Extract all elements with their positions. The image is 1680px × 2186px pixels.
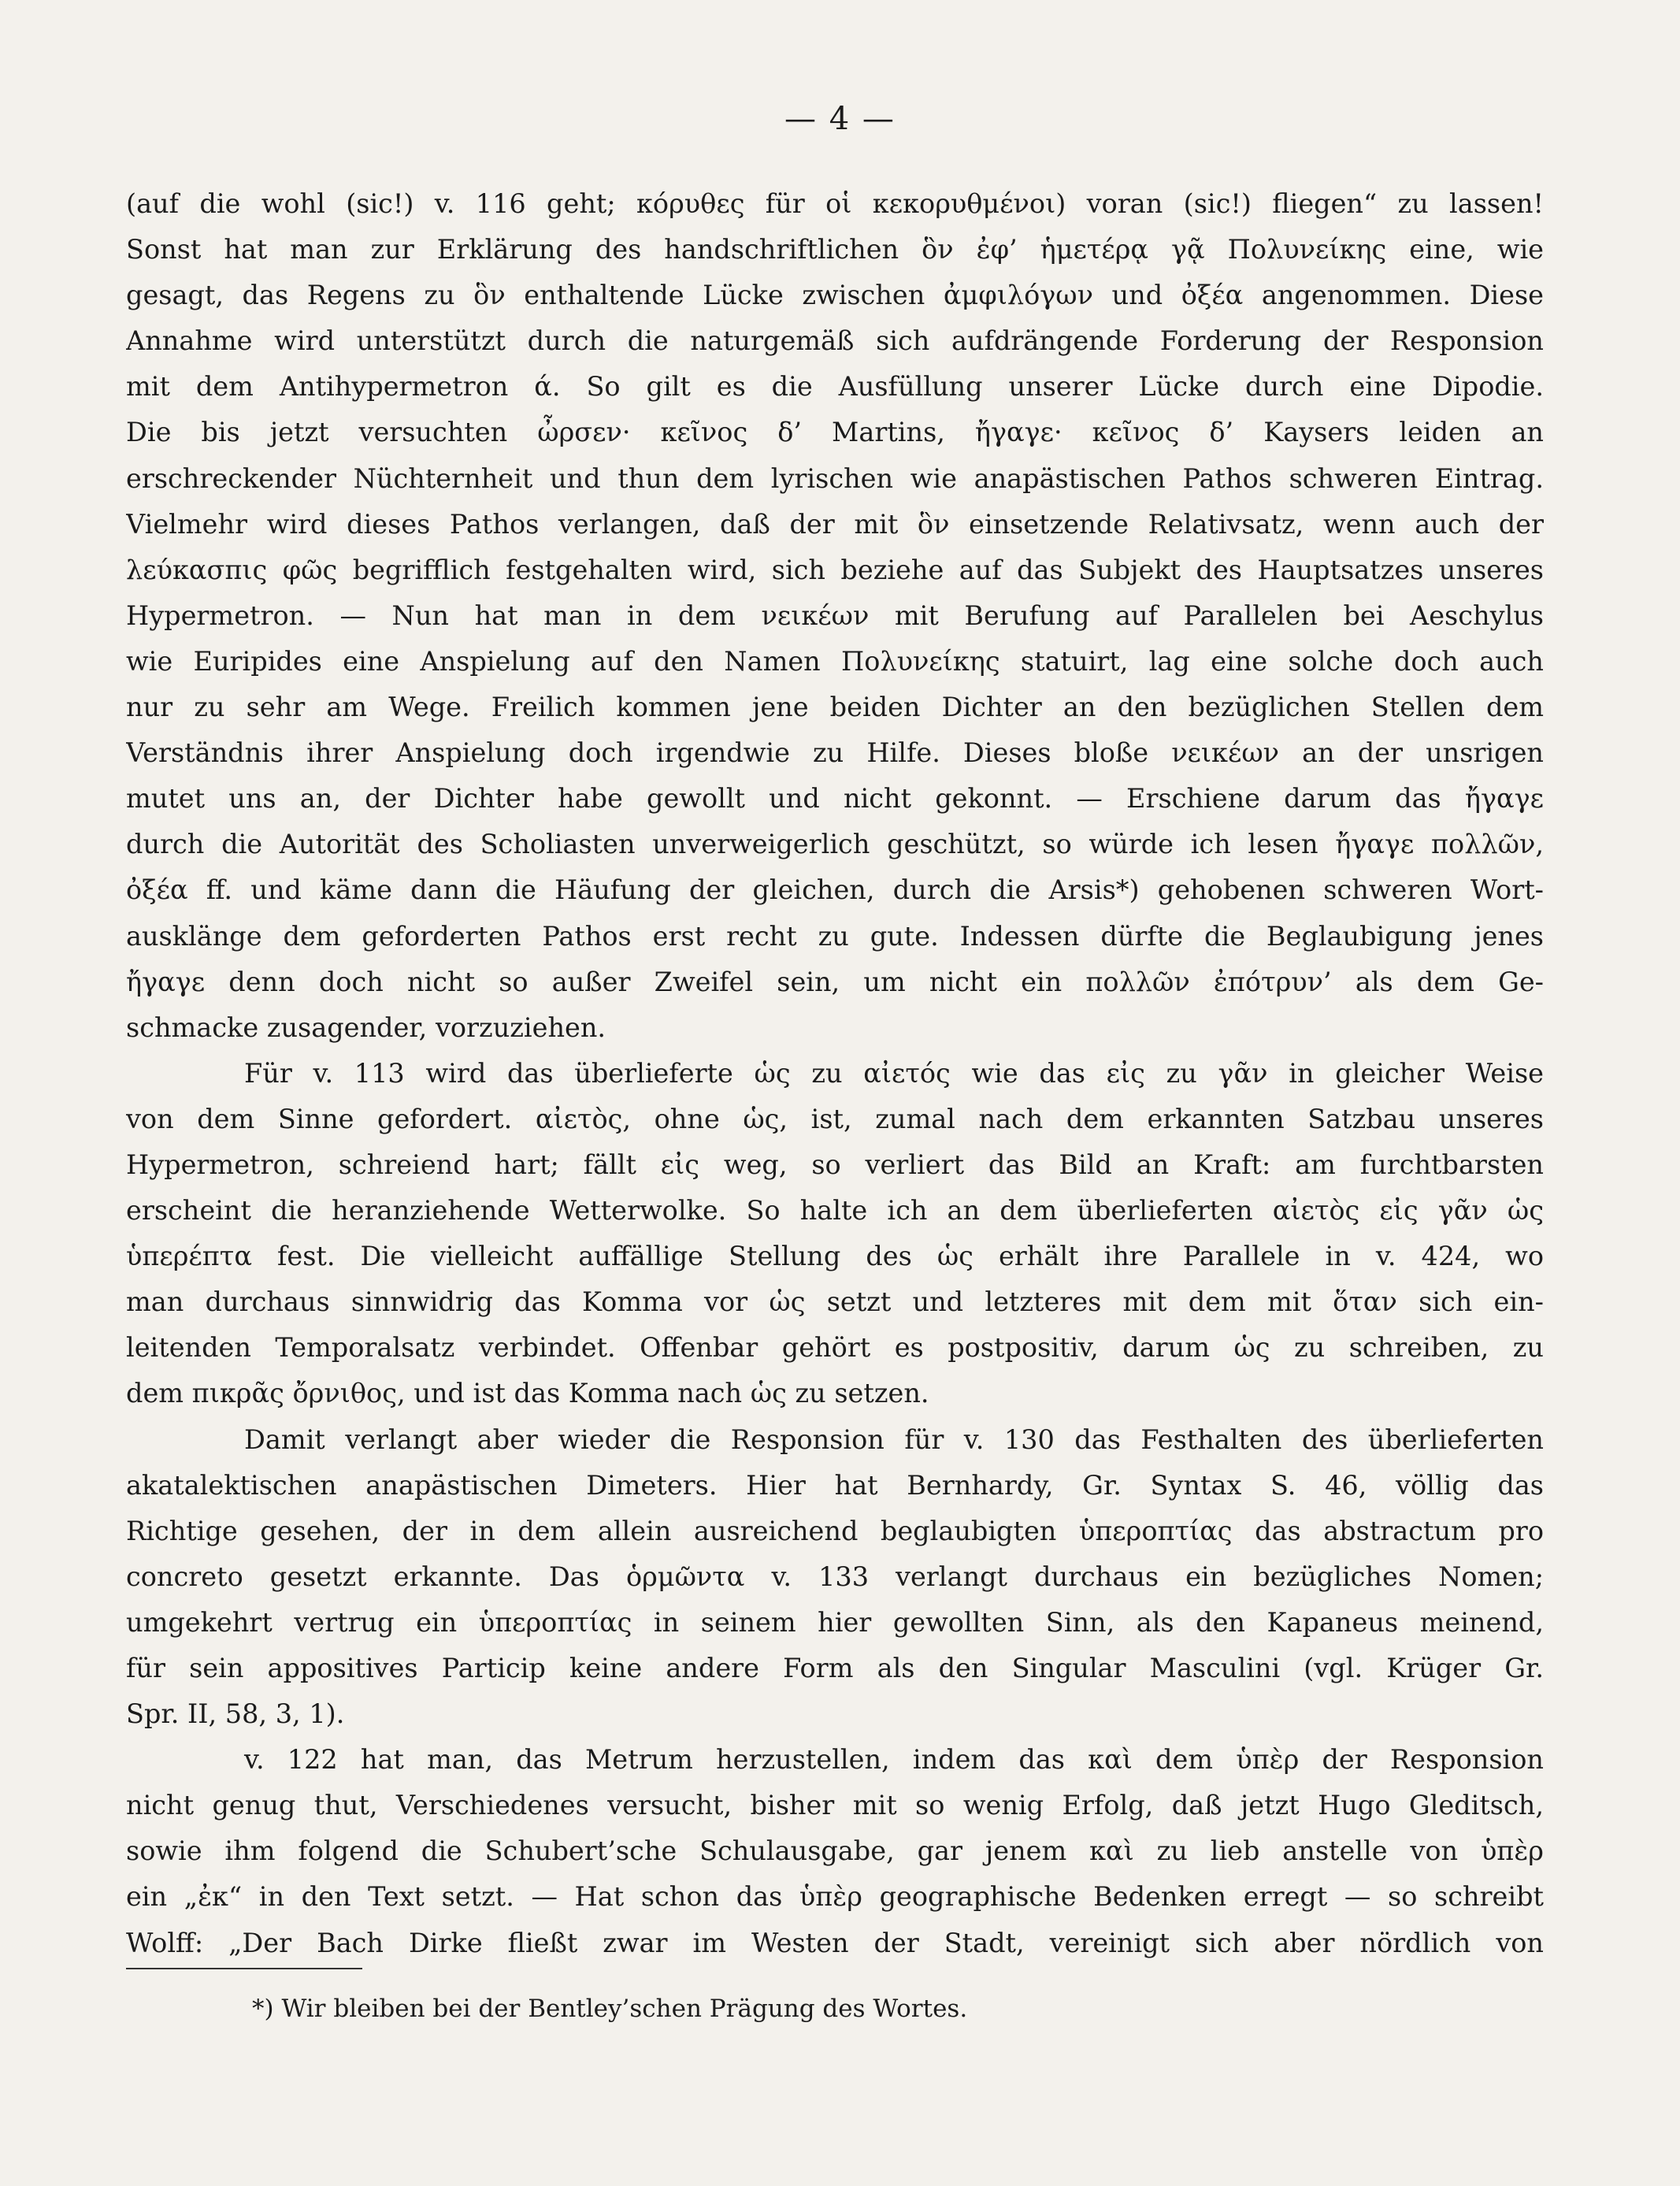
text-line: Damit verlangt aber wieder die Responsion für v. 130 das Festhalten des überlieferten [244,1423,1544,1455]
text-line: gesagt, das Regens zu ὃν enthaltende Lücke zwischen ἀμφιλόγων und ὀξέα angenommen. Diese [126,280,1544,311]
text-line: ausklänge dem geforderten Pathos erst recht zu gute. Indessen dürfte die Beglaubigung jenes [126,920,1544,952]
text-line: Die bis jetzt versuchten ὦρσεν· κεῖνος δ’ Martins, ἤγαγε· κεῖνος δ’ Kaysers leiden an [126,417,1544,448]
text-line: Verständnis ihrer Anspielung doch irgendwie zu Hilfe. Dieses bloße νεικέων an der unsrigen [126,737,1544,769]
text-line: λεύκασπις φῶς begrifflich festgehalten wird, sich beziehe auf das Subjekt des Hauptsatzes unseres [126,554,1544,585]
text-line: nicht genug thut, Verschiedenes versucht, bisher mit so wenig Erfolg, daß jetzt Hugo Gleditsch, [126,1790,1544,1821]
text-line: Richtige gesehen, der in dem allein ausreichend beglaubigten ὑπεροπτίας das abstractum pro [126,1515,1544,1546]
text-line: man durchaus sinnwidrig das Komma vor ὡς setzt und letzteres mit dem mit ὅταν sich ein- [126,1286,1544,1318]
page-number: — 4 — [784,101,896,137]
text-line: Annahme wird unterstützt durch die naturgemäß sich aufdrängende Forderung der Responsion [126,325,1544,357]
text-line: ein „ἐκ“ in den Text setzt. — Hat schon das ὑπὲρ geographische Bedenken erregt — so schreibt [126,1881,1544,1913]
text-line: (auf die wohl (sic!) v. 116 geht; κόρυθες für οἱ κεκορυθμένοι) voran (sic!) fliegen“ zu lassen! [126,188,1544,219]
text-line: Hypermetron. — Nun hat man in dem νεικέων mit Berufung auf Parallelen bei Aeschylus [126,599,1544,631]
text-line: nur zu sehr am Wege. Freilich kommen jene beiden Dichter an den bezüglichen Stellen dem [126,692,1544,723]
text-line: schmacke zusagender, vorzuziehen. [126,1011,606,1043]
text-line: wie Euripides eine Anspielung auf den Namen Πολυνείκης statuirt, lag eine solche doch auch [126,645,1544,677]
text-line: concreto gesetzt erkannte. Das ὁρμῶντα v. 133 verlangt durchaus ein bezügliches Nomen; [126,1561,1544,1592]
text-line: für sein appositives Particip keine andere Form als den Singular Masculini (vgl. Krüger Gr. [126,1653,1544,1683]
text-line: akatalektischen anapästischen Dimeters. Hier hat Bernhardy, Gr. Syntax S. 46, völlig das [126,1469,1544,1501]
text-line: ὀξέα ff. und käme dann die Häufung der gleichen, durch die Arsis*) gehobenen schweren Wort- [126,874,1544,906]
text-line: Für v. 113 wird das überlieferte ὡς zu αἰετός wie das εἰς zu γᾶν in gleicher Weise [244,1057,1544,1089]
body-text [126,181,1544,1966]
text-line: v. 122 hat man, das Metrum herzustellen, indem das καὶ dem ὑπὲρ der Responsion [244,1744,1544,1776]
text-line: sowie ihm folgend die Schubert’sche Schulausgabe, gar jenem καὶ zu lieb anstelle von ὑπὲρ [126,1835,1544,1867]
text-line: ὑπερέπτα fest. Die vielleicht auffällige Stellung des ὡς erhält ihre Parallele in v. 424, wo [126,1241,1544,1272]
text-line: dem πικρᾶς ὄρνιθος, und ist das Komma nach ὡς zu setzen. [126,1378,929,1409]
text-line: umgekehrt vertrug ein ὑπεροπτίας in seinem hier gewollten Sinn, als den Kapaneus meinend, [126,1606,1544,1638]
text-line: Wolff: „Der Bach Dirke fließt zwar im Westen der Stadt, vereinigt sich aber nördlich von [126,1927,1544,1958]
text-line: Vielmehr wird dieses Pathos verlangen, daß der mit ὃν einsetzende Relativsatz, wenn auch der [126,508,1544,540]
text-line: erscheint die heranziehende Wetterwolke. So halte ich an dem überlieferten αἰετὸς εἰς γᾶν ὡς [126,1195,1544,1227]
text-line: leitenden Temporalsatz verbindet. Offenbar gehört es postpositiv, darum ὡς zu schreiben, zu [126,1332,1544,1364]
footnote: *) Wir bleiben bei der Bentley’schen Prägung des Wortes. [252,1995,968,2023]
text-line: ἤγαγε denn doch nicht so außer Zweifel sein, um nicht ein πολλῶν ἐπότρυν’ als dem Ge- [126,966,1544,997]
text-line: Sonst hat man zur Erklärung des handschriftlichen ὃν ἐφ’ ἡμετέρᾳ γᾷ Πολυνείκης eine, wie [126,234,1544,265]
text-line: mit dem Antihypermetron ά. So gilt es die Ausfüllung unserer Lücke durch eine Dipodie. [126,371,1544,403]
text-line: durch die Autorität des Scholiasten unverweigerlich geschützt, so würde ich lesen ἤγαγε πολλῶν, [126,829,1544,860]
text-line: Spr. II, 58, 3, 1). [126,1698,345,1730]
footnote-divider [126,1968,362,1969]
text-line: Hypermetron, schreiend hart; fällt εἰς weg, so verliert das Bild an Kraft: am furchtbarsten [126,1149,1544,1180]
text-line: von dem Sinne gefordert. αἰετὸς, ohne ὡς, ist, zumal nach dem erkannten Satzbau unseres [126,1103,1544,1134]
text-line: erschreckender Nüchternheit und thun dem lyrischen wie anapästischen Pathos schweren Eintrag. [126,462,1544,494]
text-line: mutet uns an, der Dichter habe gewollt und nicht gekonnt. — Erschiene darum das ἤγαγε [126,783,1544,815]
